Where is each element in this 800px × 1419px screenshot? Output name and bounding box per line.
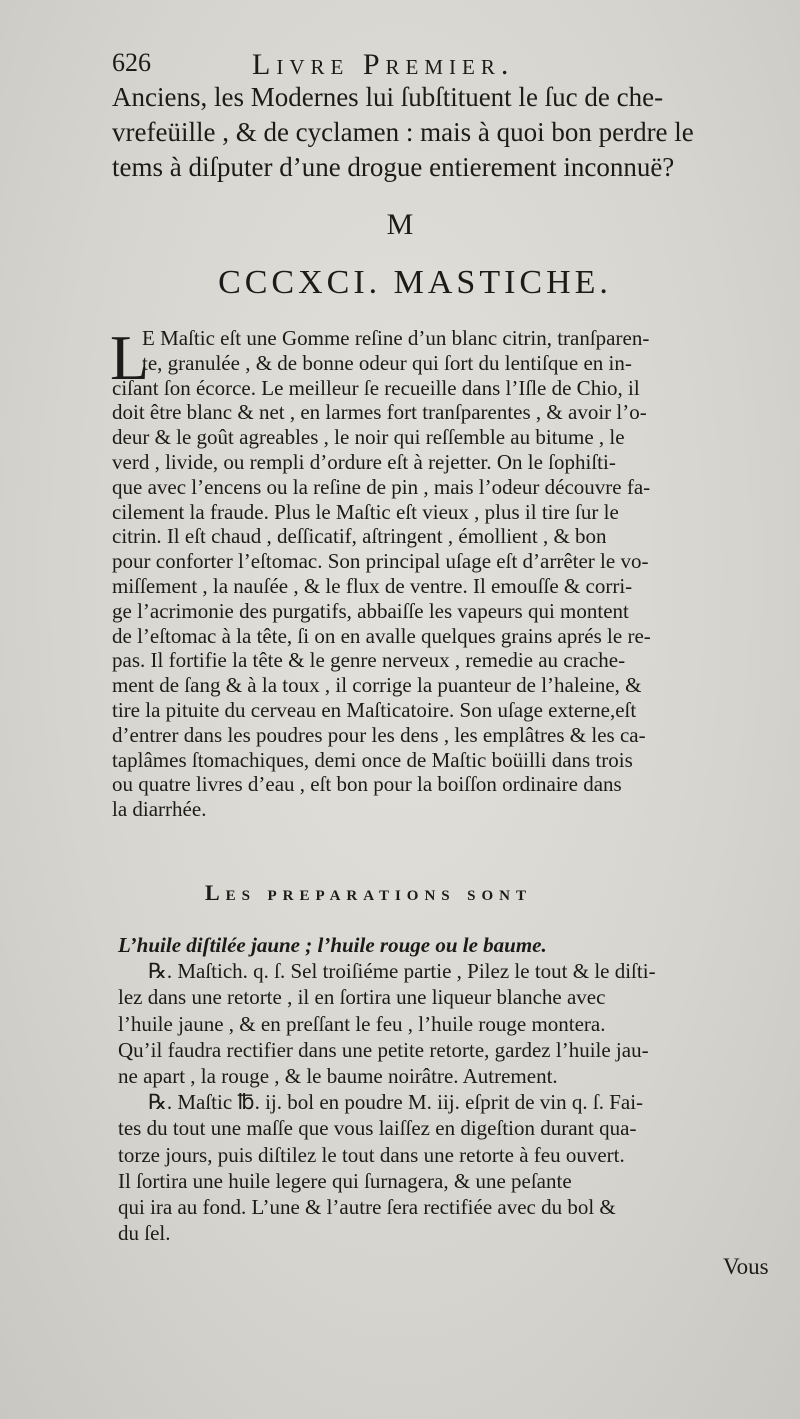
text-line: te, granulée , & de bonne odeur qui ſort du lentiſque en in- bbox=[142, 350, 632, 375]
recipes-subtitle: L’huile diſtilée jaune ; l’huile rouge ou le baume. bbox=[118, 933, 547, 957]
text-line: ne apart , la rouge , & le baume noirâtre. Autrement. bbox=[118, 1064, 558, 1089]
text-line: cilement la fraude. Plus le Maſtic eſt vieux , plus il tire ſur le bbox=[112, 499, 619, 524]
recipes-section bbox=[118, 932, 778, 1246]
text-line: tems à diſputer d’une drogue entierement inconnuë? bbox=[112, 152, 675, 182]
text-line: vrefeüille , & de cyclamen : mais à quoi bon perdre le bbox=[112, 117, 694, 147]
text-line: ou quatre livres d’eau , eſt bon pour la boiſſon ordinaire dans bbox=[112, 772, 622, 797]
text-line: ℞. Maſtic ℔. ij. bol en poudre M. iij. eſprit de vin q. ſ. Fai- bbox=[148, 1090, 644, 1115]
text-line: la diarrhée. bbox=[112, 797, 207, 822]
entry-paragraph bbox=[110, 322, 772, 822]
text-line: ge l’acrimonie des purgatifs, abbaiſſe les vapeurs qui montent bbox=[112, 598, 629, 623]
carry-over-paragraph bbox=[112, 80, 762, 185]
text-line: torze jours, puis diſtilez le tout dans une retorte à feu ouvert. bbox=[118, 1142, 625, 1167]
text-line: doit être blanc & net , en larmes fort tranſparentes , & avoir l’o- bbox=[112, 400, 647, 425]
text-line: du ſel. bbox=[118, 1221, 171, 1246]
section-letter: M bbox=[386, 208, 414, 241]
text-line: d’entrer dans les poudres pour les dens , les emplâtres & les ca- bbox=[112, 722, 646, 747]
text-line: ℞. Maſtich. q. ſ. Sel troiſiéme partie , Pilez le tout & le diſti- bbox=[148, 959, 656, 984]
drop-cap: L bbox=[110, 322, 150, 393]
text-line: Il ſortira une huile legere qui ſurnagera, & une peſante bbox=[118, 1168, 572, 1193]
text-line: taplâmes ſtomachiques, demi once de Maſtic boüilli dans trois bbox=[112, 747, 633, 772]
text-line: tes du tout une maſſe que vous laiſſez en digeſtion durant qua- bbox=[118, 1116, 637, 1141]
text-line: deur & le goût agreables , le noir qui reſſemble au bitume , le bbox=[112, 425, 625, 450]
catchword: Vous bbox=[723, 1254, 769, 1279]
running-title: Livre Premier. bbox=[252, 48, 515, 81]
text-line: lez dans une retorte , il en ſortira une liqueur blanche avec bbox=[118, 985, 606, 1010]
text-line: de l’eſtomac à la tête, ſi on en avalle quelques grains aprés le re- bbox=[112, 623, 651, 648]
text-line: E Maſtic eſt une Gomme reſine d’un blanc citrin, tranſparen- bbox=[142, 326, 650, 350]
text-line: que avec l’encens ou la reſine de pin , mais l’odeur découvre fa- bbox=[112, 474, 651, 499]
text-line: verd , livide, ou rempli d’ordure eſt à rejetter. On le ſophiſti- bbox=[112, 449, 616, 474]
text-line: l’huile jaune , & en preſſant le feu , l’huile rouge montera. bbox=[118, 1011, 606, 1036]
running-head bbox=[112, 48, 752, 84]
text-line: Anciens, les Modernes lui ſubſtituent le ſuc de che- bbox=[112, 82, 664, 112]
text-line: citrin. Il eſt chaud , deſſicatif, aſtringent , émollient , & bon bbox=[112, 524, 607, 549]
text-line: tire la pituite du cerveau en Maſticatoire. Son uſage externe,eſt bbox=[112, 697, 637, 722]
entry-title: CCCXCI. MASTICHE. bbox=[218, 264, 612, 301]
page-number: 626 bbox=[112, 48, 151, 77]
text-line: qui ira au fond. L’une & l’autre ſera rectifiée avec du bol & bbox=[118, 1195, 616, 1220]
text-line: ment de ſang & à la toux , il corrige la puanteur de l’haleine, & bbox=[112, 673, 642, 698]
text-line: Qu’il faudra rectifier dans une petite retorte, gardez l’huile jau- bbox=[118, 1037, 649, 1062]
text-line: pas. Il fortifie la tête & le genre nerveux , remedie au crache- bbox=[112, 648, 626, 673]
preparations-heading: Les preparations sont bbox=[205, 880, 532, 905]
text-line: ciſant ſon écorce. Le meilleur ſe recueille dans l’Iſle de Chio, il bbox=[112, 375, 640, 400]
text-line: pour conforter l’eſtomac. Son principal uſage eſt d’arrêter le vo- bbox=[112, 549, 649, 574]
text-line: miſſement , la nauſée , & le flux de ventre. Il emouſſe & corri- bbox=[112, 573, 633, 598]
